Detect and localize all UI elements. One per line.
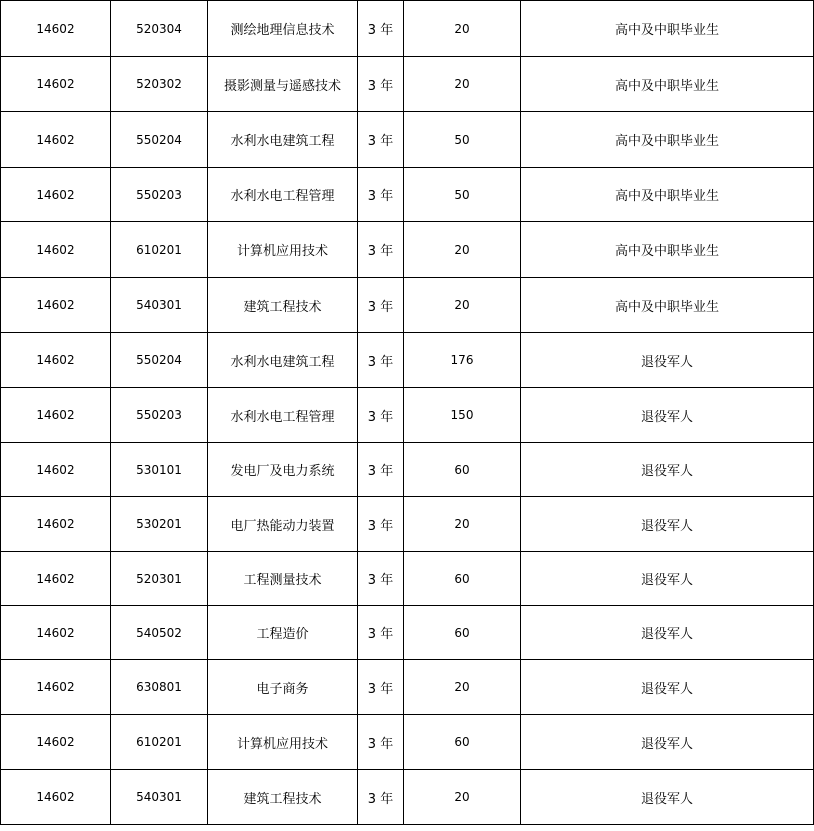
table-row xyxy=(1,112,814,168)
duration-cell: 3 年 xyxy=(358,57,404,112)
quota-cell: 60 xyxy=(404,552,521,606)
major-code-cell: 520302 xyxy=(111,57,208,112)
duration-cell: 3 年 xyxy=(358,1,404,57)
major-code-cell: 610201 xyxy=(111,715,208,770)
target-group-cell: 退役军人 xyxy=(521,388,814,443)
major-name-cell: 水利水电建筑工程 xyxy=(208,112,358,168)
duration-cell: 3 年 xyxy=(358,770,404,825)
quota-cell: 60 xyxy=(404,715,521,770)
target-group-cell: 退役军人 xyxy=(521,715,814,770)
major-name-cell: 建筑工程技术 xyxy=(208,278,358,333)
table-row xyxy=(1,715,814,770)
duration-cell: 3 年 xyxy=(358,333,404,388)
major-name-cell: 计算机应用技术 xyxy=(208,222,358,278)
quota-cell: 50 xyxy=(404,112,521,168)
major-name-cell: 测绘地理信息技术 xyxy=(208,1,358,57)
major-name-cell: 计算机应用技术 xyxy=(208,715,358,770)
quota-cell: 20 xyxy=(404,57,521,112)
target-group-cell: 高中及中职毕业生 xyxy=(521,222,814,278)
major-name-cell: 电厂热能动力装置 xyxy=(208,497,358,552)
table-row xyxy=(1,660,814,715)
table-row xyxy=(1,443,814,497)
table-row xyxy=(1,388,814,443)
target-group-cell: 高中及中职毕业生 xyxy=(521,278,814,333)
school-code-cell: 14602 xyxy=(1,660,111,715)
quota-cell: 60 xyxy=(404,606,521,660)
duration-cell: 3 年 xyxy=(358,222,404,278)
quota-cell: 176 xyxy=(404,333,521,388)
school-code-cell: 14602 xyxy=(1,497,111,552)
duration-cell: 3 年 xyxy=(358,388,404,443)
major-code-cell: 520304 xyxy=(111,1,208,57)
table-row xyxy=(1,770,814,825)
school-code-cell: 14602 xyxy=(1,715,111,770)
quota-cell: 20 xyxy=(404,770,521,825)
major-name-cell: 摄影测量与遥感技术 xyxy=(208,57,358,112)
school-code-cell: 14602 xyxy=(1,770,111,825)
school-code-cell: 14602 xyxy=(1,388,111,443)
duration-cell: 3 年 xyxy=(358,497,404,552)
table-row xyxy=(1,222,814,278)
quota-cell: 20 xyxy=(404,222,521,278)
major-code-cell: 550204 xyxy=(111,333,208,388)
school-code-cell: 14602 xyxy=(1,333,111,388)
target-group-cell: 退役军人 xyxy=(521,443,814,497)
major-code-cell: 630801 xyxy=(111,660,208,715)
table-row xyxy=(1,168,814,222)
major-code-cell: 540502 xyxy=(111,606,208,660)
major-code-cell: 530201 xyxy=(111,497,208,552)
school-code-cell: 14602 xyxy=(1,57,111,112)
target-group-cell: 高中及中职毕业生 xyxy=(521,1,814,57)
major-code-cell: 520301 xyxy=(111,552,208,606)
school-code-cell: 14602 xyxy=(1,112,111,168)
school-code-cell: 14602 xyxy=(1,168,111,222)
major-name-cell: 工程造价 xyxy=(208,606,358,660)
duration-cell: 3 年 xyxy=(358,552,404,606)
table-row xyxy=(1,1,814,57)
major-name-cell: 工程测量技术 xyxy=(208,552,358,606)
major-name-cell: 水利水电建筑工程 xyxy=(208,333,358,388)
target-group-cell: 退役军人 xyxy=(521,606,814,660)
school-code-cell: 14602 xyxy=(1,552,111,606)
table-row xyxy=(1,278,814,333)
duration-cell: 3 年 xyxy=(358,715,404,770)
table-row xyxy=(1,606,814,660)
major-code-cell: 610201 xyxy=(111,222,208,278)
duration-cell: 3 年 xyxy=(358,278,404,333)
major-name-cell: 水利水电工程管理 xyxy=(208,168,358,222)
table-body xyxy=(1,1,814,825)
school-code-cell: 14602 xyxy=(1,606,111,660)
quota-cell: 20 xyxy=(404,660,521,715)
quota-cell: 150 xyxy=(404,388,521,443)
quota-cell: 60 xyxy=(404,443,521,497)
target-group-cell: 退役军人 xyxy=(521,770,814,825)
table-row xyxy=(1,333,814,388)
major-code-cell: 550204 xyxy=(111,112,208,168)
major-name-cell: 电子商务 xyxy=(208,660,358,715)
target-group-cell: 退役军人 xyxy=(521,333,814,388)
school-code-cell: 14602 xyxy=(1,443,111,497)
table-row xyxy=(1,497,814,552)
quota-cell: 50 xyxy=(404,168,521,222)
school-code-cell: 14602 xyxy=(1,222,111,278)
duration-cell: 3 年 xyxy=(358,660,404,715)
target-group-cell: 退役军人 xyxy=(521,660,814,715)
target-group-cell: 高中及中职毕业生 xyxy=(521,112,814,168)
duration-cell: 3 年 xyxy=(358,112,404,168)
duration-cell: 3 年 xyxy=(358,168,404,222)
major-code-cell: 530101 xyxy=(111,443,208,497)
major-code-cell: 550203 xyxy=(111,168,208,222)
table-row xyxy=(1,552,814,606)
quota-cell: 20 xyxy=(404,1,521,57)
quota-cell: 20 xyxy=(404,278,521,333)
target-group-cell: 退役军人 xyxy=(521,552,814,606)
major-name-cell: 水利水电工程管理 xyxy=(208,388,358,443)
quota-cell: 20 xyxy=(404,497,521,552)
target-group-cell: 高中及中职毕业生 xyxy=(521,168,814,222)
duration-cell: 3 年 xyxy=(358,443,404,497)
school-code-cell: 14602 xyxy=(1,1,111,57)
major-code-cell: 540301 xyxy=(111,770,208,825)
major-name-cell: 建筑工程技术 xyxy=(208,770,358,825)
duration-cell: 3 年 xyxy=(358,606,404,660)
school-code-cell: 14602 xyxy=(1,278,111,333)
target-group-cell: 退役军人 xyxy=(521,497,814,552)
major-code-cell: 550203 xyxy=(111,388,208,443)
major-name-cell: 发电厂及电力系统 xyxy=(208,443,358,497)
table-row xyxy=(1,57,814,112)
target-group-cell: 高中及中职毕业生 xyxy=(521,57,814,112)
major-code-cell: 540301 xyxy=(111,278,208,333)
